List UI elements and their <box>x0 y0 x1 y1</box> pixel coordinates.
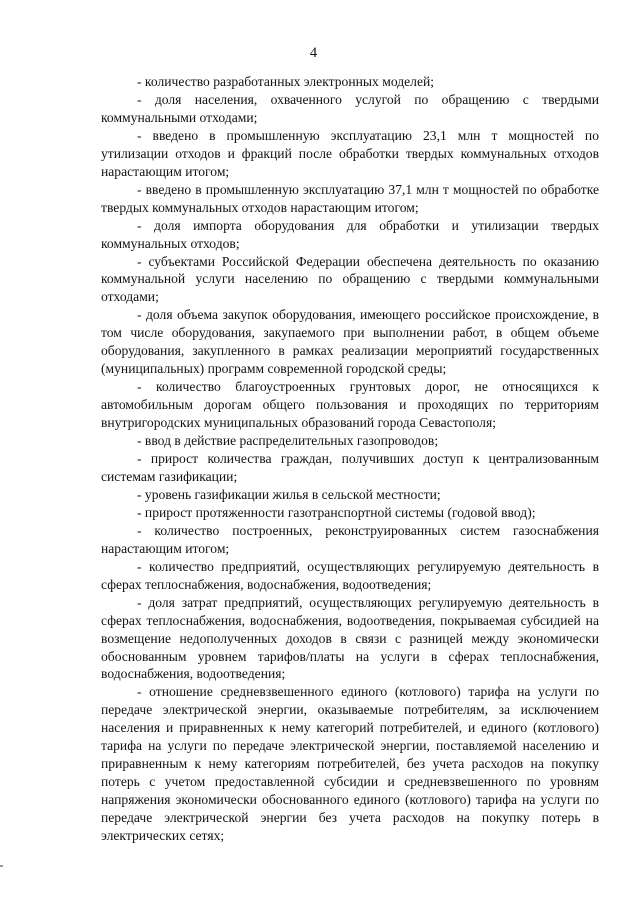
list-item: - доля объема закупок оборудования, имеющего российское происхождение, в том числе оборудования, закупаемого при выполнении работ, в общем объеме оборудования, закупленного в рамках реализации мероприятий государственных (муниципальных) программ современной городской среды; <box>101 307 599 377</box>
list-item: - количество предприятий, осуществляющих регулируемую деятельность в сферах теплоснабжения, водоснабжения, водоотведения; <box>101 558 599 592</box>
list-item: - количество построенных, реконструированных систем газоснабжения нарастающим итогом; <box>101 522 599 556</box>
list-item: - количество разработанных электронных моделей; <box>137 74 435 89</box>
list-item: - доля населения, охваченного услугой по обращению с твердыми коммунальными отходами; <box>101 91 599 125</box>
list-item: - субъектами Российской Федерации обеспечена деятельность по оказанию коммунальной услуги населению по обращению с твердыми коммунальными отходами; <box>101 253 599 305</box>
list-item: - количество благоустроенных грунтовых дорог, не относящихся к автомобильным дорогам общего пользования и проходящих по территориям внутригородских муниципальных образований города Севастополя; <box>101 379 599 431</box>
page-number: 4 <box>309 45 318 61</box>
list-item: - введено в промышленную эксплуатацию 37,1 млн т мощностей по обработке твердых коммунальных отходов нарастающим итогом; <box>101 181 599 215</box>
list-item: - уровень газификации жилья в сельской местности; <box>137 486 441 502</box>
list-item: - прирост количества граждан, получивших доступ к централизованным системам газификации; <box>101 451 599 484</box>
document-body <box>101 73 599 845</box>
list-item: - прирост протяженности газотранспортной системы (годовой ввод); <box>137 504 536 520</box>
list-item: - отношение средневзвешенного единого (котлового) тарифа на услуги по передаче электрической энергии, оказываемые потребителям, за исключением населения и приравненных к нему категорий потребителей, и единого (котлового) тарифа на услуги по передаче электрической энергии, поставляемой населению и приравненным к нему категориям потребителей, без учета расходов на покупку потерь с учетом предоставленной субсидии и средневзвешенного по уровням напряжения экономически обоснованного единого (котлового) тарифа на услуги по передаче электрической энергии без учета расходов на покупку потерь в электрических сетях; <box>101 684 599 844</box>
list-item: - введено в промышленную эксплуатацию 23,1 млн т мощностей по утилизации отходов и фракций после обработки твердых коммунальных отходов нарастающим итогом; <box>101 127 599 179</box>
list-item: - доля импорта оборудования для обработки и утилизации твердых коммунальных отходов; <box>101 217 599 251</box>
list-item: - ввод в действие распределительных газопроводов; <box>137 433 439 449</box>
scan-edge-mark <box>0 865 3 867</box>
list-item: - доля затрат предприятий, осуществляющих регулируемую деятельность в сферах теплоснабжения, водоснабжения, водоотведения, покрываемая субсидией на возмещение недополученных доходов в связи с разницей между экономически обоснованным уровнем тарифов/платы на услуги в сферах теплоснабжения, водоснабжения, водоотведения; <box>101 594 599 682</box>
